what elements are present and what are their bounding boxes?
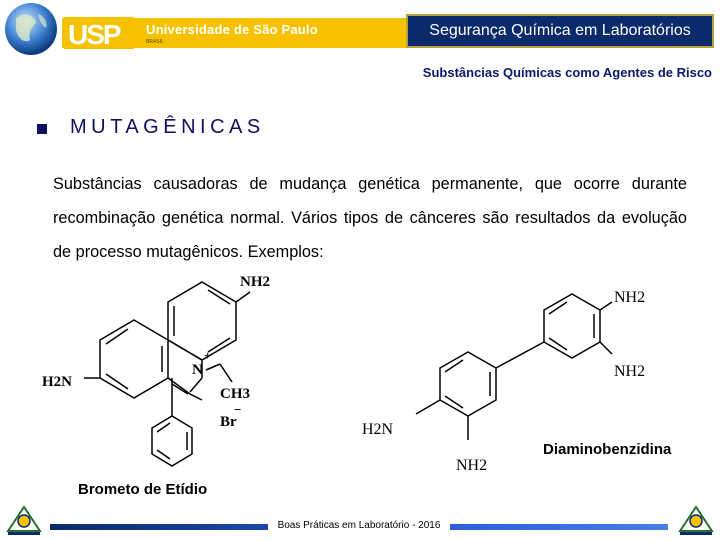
slide-subtitle: Substâncias Químicas como Agentes de Risco (422, 65, 712, 80)
ring-top (168, 282, 236, 360)
label-h2n-left: H2N (42, 374, 72, 390)
usp-logo-text: USP (68, 19, 120, 49)
ring-left (100, 320, 168, 398)
label-h2n: H2N (362, 421, 394, 438)
section-paragraph: Substâncias causadoras de mudança genética permanente, que ocorre durante recombinação genética normal. Vários tipos de cânceres são resultados da evolução de processo mutagênicos. Exemplos: (53, 175, 687, 261)
section-heading: MUTAGÊNICAS (70, 116, 265, 138)
usp-logo-icon (64, 17, 134, 49)
label-nh2-b: NH2 (614, 363, 646, 380)
globe-logo-icon (2, 0, 60, 58)
label-ch3: CH3 (220, 386, 250, 402)
caption-ethidium-bromide: Brometo de Etídio (78, 481, 208, 498)
lab-logo-right-icon (676, 503, 716, 537)
bullet-square-icon (37, 124, 47, 134)
label-nh2-top: NH2 (240, 274, 270, 290)
label-nh2-a: NH2 (614, 289, 646, 306)
university-name: Universidade de São Paulo (146, 22, 318, 37)
ethidium-bromide-structure (40, 266, 280, 476)
university-subtext: BRASIL (146, 39, 164, 45)
label-plus: + (204, 348, 212, 363)
ring-lower (440, 352, 496, 416)
caption-diaminobenzidine: Diaminobenzidina (543, 441, 672, 458)
footer-label: Boas Práticas em Laboratório - 2016 (277, 520, 441, 531)
label-br: Br (220, 414, 237, 430)
ring-phenyl (152, 416, 192, 466)
label-br-minus: − (234, 402, 242, 417)
ring-upper (544, 294, 600, 358)
lab-logo-left-icon (4, 503, 44, 537)
course-title: Segurança Química em Laboratórios (429, 22, 691, 39)
label-n-plus: N (192, 362, 203, 378)
label-nh2-c: NH2 (456, 457, 488, 474)
